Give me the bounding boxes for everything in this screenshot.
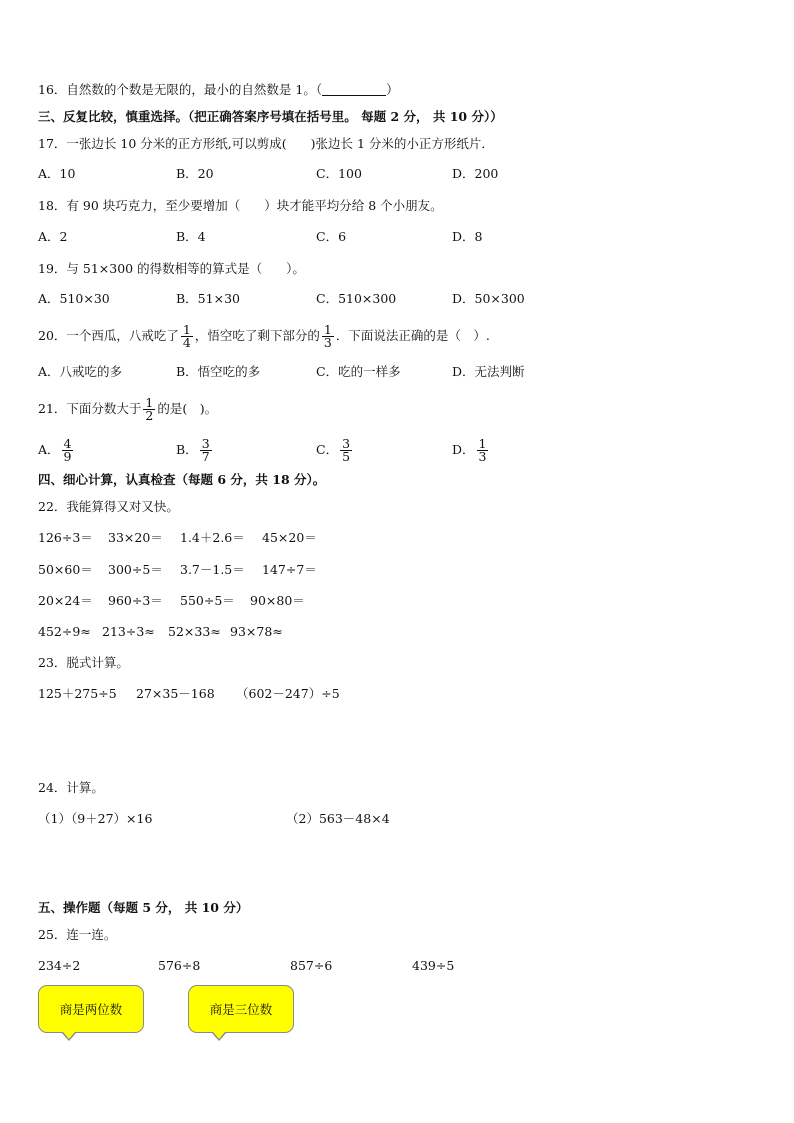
numerator: 3: [342, 435, 351, 451]
q17-stem-start: 17．一张边长 10 分米的正方形纸,可以剪成(: [38, 136, 287, 151]
q23-title: 23．脱式计算。: [38, 655, 129, 670]
question-21: [38, 391, 217, 427]
calc-item: 1.4＋2.6＝: [180, 530, 245, 545]
match-item[interactable]: 857÷6: [290, 958, 333, 973]
match-item[interactable]: 234÷2: [38, 958, 81, 973]
calc-item: 452÷9≈: [38, 624, 91, 639]
q21-option-d[interactable]: [452, 432, 490, 468]
calc-item: 300÷5＝: [108, 562, 163, 577]
calc-item: 550÷5＝: [180, 593, 235, 608]
callout-tail: [213, 1032, 225, 1039]
stepwise-item: 125＋275÷5: [38, 686, 117, 701]
option-label: D．: [452, 442, 475, 457]
section-4-heading: 四、细心计算，认真检查（每题 6 分，共 18 分）。: [38, 472, 326, 487]
calc-item: 90×80＝: [250, 593, 305, 608]
callout-label: 商是两位数: [59, 1002, 123, 1017]
q19-stem-end: ）。: [286, 261, 305, 276]
q21-option-a[interactable]: [38, 432, 75, 468]
fraction: [477, 435, 489, 464]
numerator: 1: [182, 321, 191, 337]
q16-text: 16．自然数的个数是无限的，最小的自然数是 1。（: [38, 82, 323, 97]
q17-option-b[interactable]: B．20: [176, 166, 214, 181]
numerator: 1: [478, 435, 487, 451]
denominator: 9: [63, 449, 72, 464]
calc-item: 126÷3＝: [38, 530, 93, 545]
q20-option-a[interactable]: A．八戒吃的多: [38, 364, 123, 379]
fraction: [62, 435, 74, 464]
option-label: C．: [316, 442, 339, 457]
numerator: 4: [63, 435, 72, 451]
fraction: [181, 321, 193, 350]
callout-two-digit[interactable]: [38, 985, 144, 1033]
question-18: [38, 198, 443, 214]
calc-item: 213÷3≈: [102, 624, 155, 639]
q18-option-b[interactable]: B．4: [176, 229, 206, 244]
q20-option-c[interactable]: C．吃的一样多: [316, 364, 401, 379]
q16-close: ）: [386, 82, 399, 97]
option-label: A．: [38, 442, 60, 457]
q18-stem-end: ）块才能平均分给 8 个小朋友。: [264, 198, 443, 213]
calc-item: （1）（9＋27）×16: [38, 811, 153, 826]
q19-option-a[interactable]: A．510×30: [38, 291, 110, 306]
match-item[interactable]: 576÷8: [158, 958, 201, 973]
calc-item: 960÷3＝: [108, 593, 163, 608]
q20-option-b[interactable]: B．悟空吃的多: [176, 364, 261, 379]
q25-title: 25．连一连。: [38, 927, 117, 942]
q19-option-b[interactable]: B．51×30: [176, 291, 240, 306]
calc-item: 52×33≈: [168, 624, 221, 639]
q19-option-c[interactable]: C．510×300: [316, 291, 397, 306]
calc-item: 3.7－1.5＝: [180, 562, 245, 577]
denominator: 3: [478, 449, 487, 464]
calc-item: 33×20＝: [108, 530, 163, 545]
q17-option-d[interactable]: D．200: [452, 166, 499, 181]
q21-option-c[interactable]: [316, 432, 354, 468]
q21-stem-end: 的是( )。: [157, 401, 218, 416]
fraction: [200, 435, 212, 464]
q20-stem-start: 20．一个西瓜，八戒吃了: [38, 328, 179, 343]
denominator: 4: [182, 335, 191, 350]
q18-option-c[interactable]: C．6: [316, 229, 347, 244]
denominator: 5: [342, 449, 351, 464]
question-19: [38, 261, 305, 277]
section-3-heading: 三、反复比较，慎重选择。（把正确答案序号填在括号里。 每题 2 分， 共 10 分））: [38, 109, 503, 124]
numerator: 1: [323, 321, 332, 337]
question-17: [38, 136, 494, 152]
q20-option-d[interactable]: D．无法判断: [452, 364, 525, 379]
calc-item: 20×24＝: [38, 593, 93, 608]
question-16: [38, 82, 399, 98]
q17-option-c[interactable]: C．100: [316, 166, 362, 181]
callout-three-digit[interactable]: [188, 985, 294, 1033]
q18-option-a[interactable]: A．2: [38, 229, 68, 244]
fraction: [340, 435, 352, 464]
calc-item: 93×78≈: [230, 624, 283, 639]
fraction: [143, 394, 155, 423]
q17-stem-end: )张边长 1 分米的小正方形纸片．: [310, 136, 494, 151]
calc-item: 50×60＝: [38, 562, 93, 577]
match-item[interactable]: 439÷5: [412, 958, 455, 973]
numerator: 3: [201, 435, 210, 451]
q24-title: 24．计算。: [38, 780, 104, 795]
fraction: [322, 321, 334, 350]
denominator: 2: [145, 408, 154, 423]
q18-option-d[interactable]: D．8: [452, 229, 483, 244]
answer-blank[interactable]: [322, 83, 386, 96]
q21-option-b[interactable]: [176, 432, 214, 468]
calc-item: （2）563－48×4: [286, 811, 390, 826]
q17-option-a[interactable]: A．10: [38, 166, 76, 181]
stepwise-item: 27×35－168: [136, 686, 215, 701]
q18-stem-start: 18．有 90 块巧克力，至少要增加（: [38, 198, 241, 213]
q21-stem-start: 21．下面分数大于: [38, 401, 142, 416]
callout-tail: [63, 1032, 75, 1039]
q20-stem-end: ．下面说法正确的是（ ）.: [335, 328, 490, 343]
denominator: 3: [323, 335, 332, 350]
q19-option-d[interactable]: D．50×300: [452, 291, 525, 306]
option-label: B．: [176, 442, 198, 457]
question-20: [38, 318, 490, 354]
calc-item: 45×20＝: [262, 530, 317, 545]
q19-stem-start: 19．与 51×300 的得数相等的算式是（: [38, 261, 263, 276]
numerator: 1: [145, 394, 154, 410]
stepwise-item: （602－247）÷5: [236, 686, 340, 701]
callout-label: 商是三位数: [209, 1002, 273, 1017]
q20-stem-mid: ，悟空吃了剩下部分的: [194, 328, 320, 343]
q22-title: 22．我能算得又对又快。: [38, 499, 179, 514]
section-5-heading: 五、操作题（每题 5 分， 共 10 分）: [38, 900, 249, 915]
calc-item: 147÷7＝: [262, 562, 317, 577]
denominator: 7: [201, 449, 210, 464]
